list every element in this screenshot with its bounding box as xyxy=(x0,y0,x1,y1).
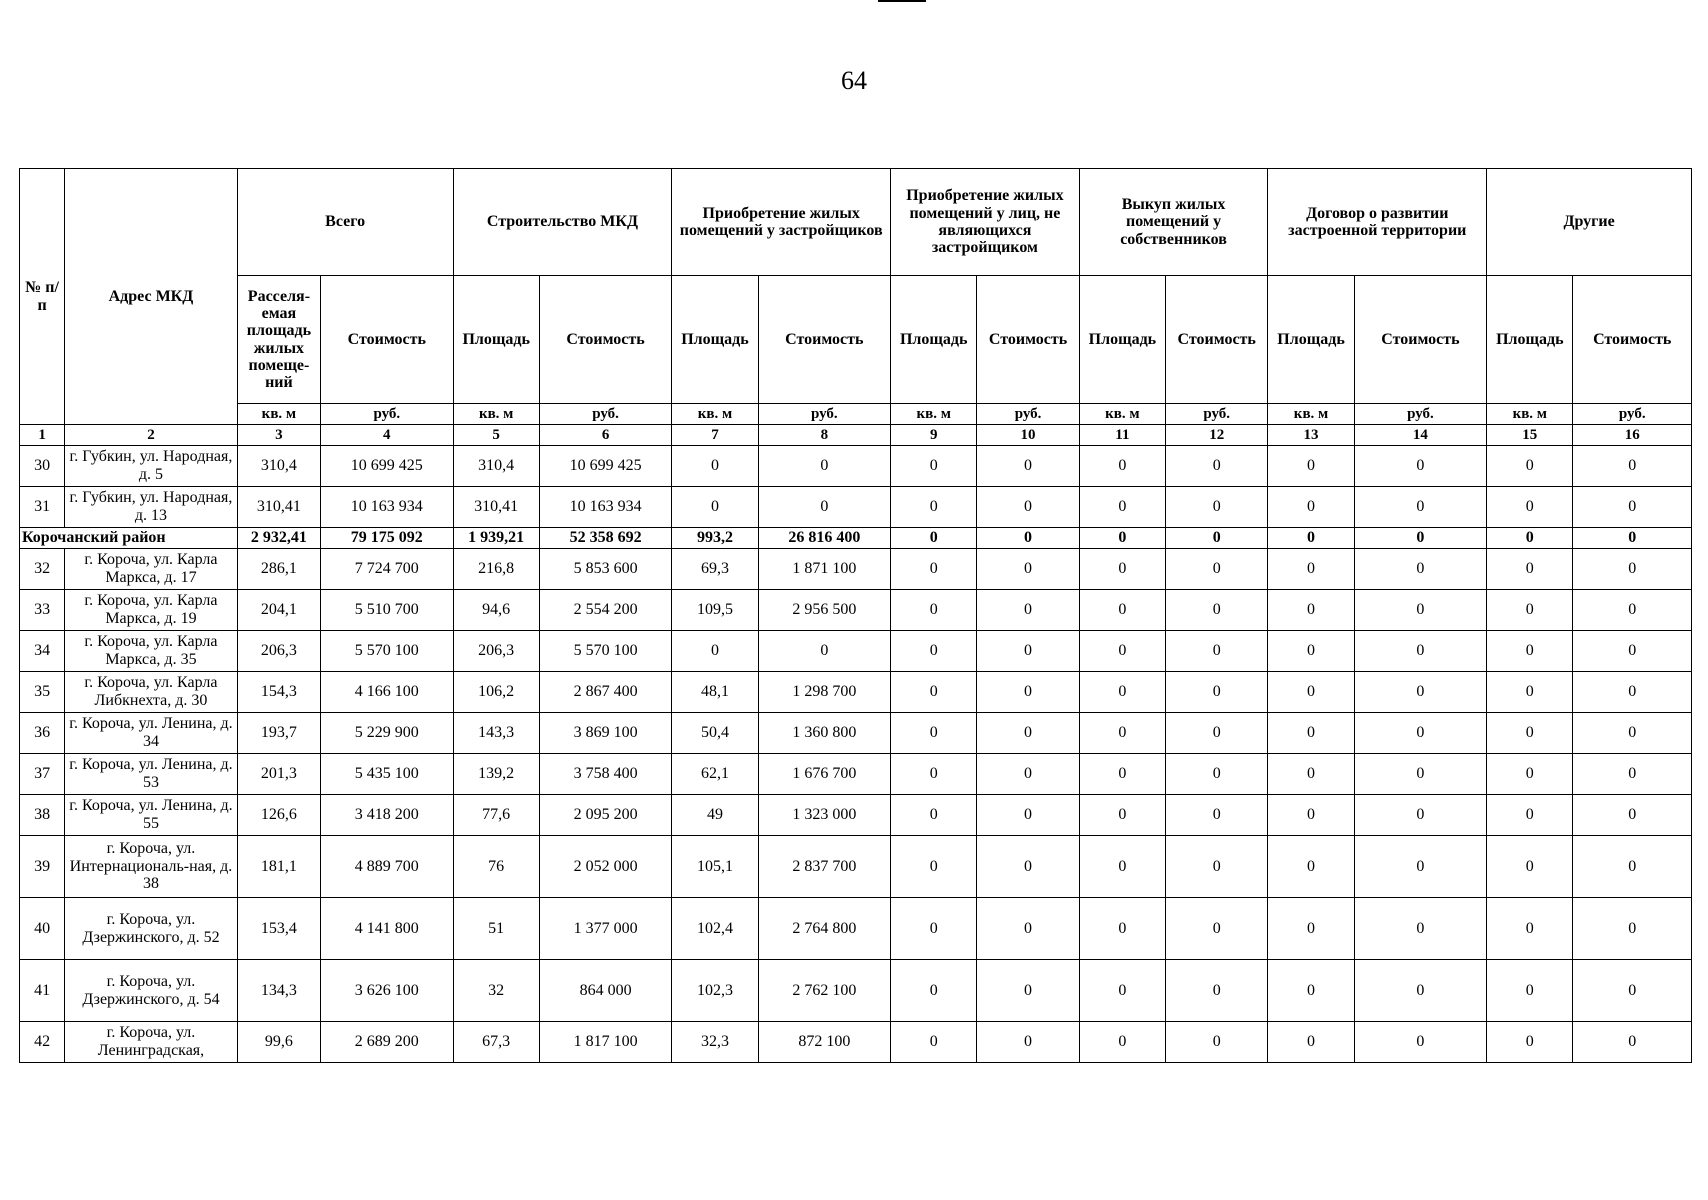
row-value: 32 xyxy=(453,960,539,1022)
district-value: 0 xyxy=(1079,528,1165,549)
row-number: 42 xyxy=(20,1022,65,1063)
row-value: 2 956 500 xyxy=(758,590,890,631)
row-value: 0 xyxy=(1487,795,1573,836)
row-value: 0 xyxy=(1079,549,1165,590)
row-value: 0 xyxy=(1487,1022,1573,1063)
row-value: 2 052 000 xyxy=(539,836,671,898)
row-value: 1 323 000 xyxy=(758,795,890,836)
col-num-header: № п/п xyxy=(20,169,65,425)
table-row xyxy=(20,754,1692,795)
row-value: 0 xyxy=(1354,836,1486,898)
row-value: 0 xyxy=(1166,713,1268,754)
district-value: 52 358 692 xyxy=(539,528,671,549)
unit-area: кв. м xyxy=(1079,404,1165,425)
row-value: 0 xyxy=(758,631,890,672)
row-value: 0 xyxy=(1079,590,1165,631)
row-value: 0 xyxy=(1166,631,1268,672)
row-value: 126,6 xyxy=(237,795,320,836)
row-value: 143,3 xyxy=(453,713,539,754)
row-value: 0 xyxy=(1354,795,1486,836)
row-value: 3 758 400 xyxy=(539,754,671,795)
row-value: 0 xyxy=(1487,898,1573,960)
column-number: 14 xyxy=(1354,425,1486,446)
row-value: 0 xyxy=(1079,672,1165,713)
table-row xyxy=(20,836,1692,898)
row-value: 0 xyxy=(891,898,977,960)
row-value: 51 xyxy=(453,898,539,960)
row-value: 0 xyxy=(1573,446,1692,487)
row-value: 310,4 xyxy=(453,446,539,487)
column-number: 13 xyxy=(1268,425,1354,446)
row-value: 0 xyxy=(977,836,1079,898)
row-number: 35 xyxy=(20,672,65,713)
column-number: 3 xyxy=(237,425,320,446)
row-address: г. Короча, ул. Дзержинского, д. 54 xyxy=(65,960,238,1022)
row-value: 99,6 xyxy=(237,1022,320,1063)
row-value: 0 xyxy=(1573,898,1692,960)
district-value: 0 xyxy=(1354,528,1486,549)
row-value: 0 xyxy=(1487,446,1573,487)
unit-area: кв. м xyxy=(453,404,539,425)
district-value: 26 816 400 xyxy=(758,528,890,549)
row-value: 0 xyxy=(1573,590,1692,631)
row-value: 0 xyxy=(891,960,977,1022)
row-value: 0 xyxy=(1166,898,1268,960)
table-row xyxy=(20,898,1692,960)
district-value: 1 939,21 xyxy=(453,528,539,549)
row-value: 0 xyxy=(1487,590,1573,631)
row-value: 181,1 xyxy=(237,836,320,898)
district-value: 0 xyxy=(1166,528,1268,549)
row-value: 310,41 xyxy=(237,487,320,528)
sub-header-cost: Стоимость xyxy=(1166,276,1268,404)
row-value: 0 xyxy=(1487,960,1573,1022)
row-value: 0 xyxy=(1573,487,1692,528)
row-value: 5 570 100 xyxy=(539,631,671,672)
district-value: 0 xyxy=(1487,528,1573,549)
row-value: 0 xyxy=(1573,549,1692,590)
row-value: 0 xyxy=(1573,836,1692,898)
sub-header-area: Площадь xyxy=(1079,276,1165,404)
row-value: 0 xyxy=(1268,549,1354,590)
row-value: 0 xyxy=(1573,1022,1692,1063)
row-value: 0 xyxy=(1079,446,1165,487)
row-value: 0 xyxy=(1268,590,1354,631)
unit-area: кв. м xyxy=(672,404,758,425)
table-row xyxy=(20,446,1692,487)
row-value: 10 163 934 xyxy=(321,487,453,528)
district-subtotal-row xyxy=(20,528,1692,549)
row-value: 0 xyxy=(891,549,977,590)
unit-cost: руб. xyxy=(1354,404,1486,425)
row-value: 62,1 xyxy=(672,754,758,795)
row-value: 0 xyxy=(1487,631,1573,672)
group-header-purchase-developers: Приобретение жилых помещений у застройщиков xyxy=(672,169,891,276)
row-value: 0 xyxy=(1354,446,1486,487)
unit-cost: руб. xyxy=(758,404,890,425)
column-number: 8 xyxy=(758,425,890,446)
sub-header-cost: Стоимость xyxy=(1354,276,1486,404)
page-number: 64 xyxy=(841,66,867,95)
unit-cost: руб. xyxy=(977,404,1079,425)
column-number: 7 xyxy=(672,425,758,446)
row-value: 0 xyxy=(1079,898,1165,960)
row-value: 4 141 800 xyxy=(321,898,453,960)
row-value: 134,3 xyxy=(237,960,320,1022)
row-value: 139,2 xyxy=(453,754,539,795)
column-number: 12 xyxy=(1166,425,1268,446)
row-value: 864 000 xyxy=(539,960,671,1022)
row-value: 1 360 800 xyxy=(758,713,890,754)
row-value: 0 xyxy=(977,754,1079,795)
row-value: 0 xyxy=(758,446,890,487)
row-value: 2 764 800 xyxy=(758,898,890,960)
row-value: 0 xyxy=(1268,487,1354,528)
row-value: 154,3 xyxy=(237,672,320,713)
row-value: 216,8 xyxy=(453,549,539,590)
row-value: 0 xyxy=(1354,590,1486,631)
row-value: 0 xyxy=(1487,713,1573,754)
row-value: 0 xyxy=(1268,960,1354,1022)
row-value: 0 xyxy=(977,590,1079,631)
row-value: 0 xyxy=(977,672,1079,713)
row-value: 0 xyxy=(1268,836,1354,898)
column-number: 1 xyxy=(20,425,65,446)
row-value: 0 xyxy=(1487,549,1573,590)
row-value: 0 xyxy=(1166,795,1268,836)
district-value: 993,2 xyxy=(672,528,758,549)
row-number: 38 xyxy=(20,795,65,836)
row-value: 49 xyxy=(672,795,758,836)
row-value: 1 817 100 xyxy=(539,1022,671,1063)
row-value: 206,3 xyxy=(453,631,539,672)
unit-area: кв. м xyxy=(237,404,320,425)
district-name: Корочанский район xyxy=(20,528,238,549)
row-value: 0 xyxy=(1166,836,1268,898)
row-value: 0 xyxy=(1268,446,1354,487)
district-value: 2 932,41 xyxy=(237,528,320,549)
row-value: 5 570 100 xyxy=(321,631,453,672)
row-address: г. Короча, ул. Карла Маркса, д. 19 xyxy=(65,590,238,631)
row-value: 10 699 425 xyxy=(539,446,671,487)
row-value: 0 xyxy=(977,549,1079,590)
table-row xyxy=(20,672,1692,713)
row-number: 36 xyxy=(20,713,65,754)
row-value: 0 xyxy=(1573,960,1692,1022)
sub-header-area: Площадь xyxy=(891,276,977,404)
group-header-territory-development: Договор о развитии застроенной территории xyxy=(1268,169,1487,276)
group-header-other: Другие xyxy=(1487,169,1692,276)
row-value: 0 xyxy=(1354,960,1486,1022)
row-value: 153,4 xyxy=(237,898,320,960)
sub-header-cost: Стоимость xyxy=(758,276,890,404)
row-value: 10 699 425 xyxy=(321,446,453,487)
row-address: г. Короча, ул. Карла Маркса, д. 17 xyxy=(65,549,238,590)
row-number: 37 xyxy=(20,754,65,795)
row-value: 32,3 xyxy=(672,1022,758,1063)
resettlement-table xyxy=(19,168,1692,1063)
row-value: 1 871 100 xyxy=(758,549,890,590)
row-number: 34 xyxy=(20,631,65,672)
row-number: 39 xyxy=(20,836,65,898)
row-value: 2 762 100 xyxy=(758,960,890,1022)
row-value: 3 418 200 xyxy=(321,795,453,836)
row-value: 0 xyxy=(1079,1022,1165,1063)
row-value: 2 689 200 xyxy=(321,1022,453,1063)
row-value: 193,7 xyxy=(237,713,320,754)
col-address-header: Адрес МКД xyxy=(65,169,238,425)
row-value: 0 xyxy=(1079,713,1165,754)
unit-area: кв. м xyxy=(1268,404,1354,425)
row-value: 204,1 xyxy=(237,590,320,631)
row-value: 105,1 xyxy=(672,836,758,898)
row-value: 310,4 xyxy=(237,446,320,487)
table-row xyxy=(20,590,1692,631)
unit-cost: руб. xyxy=(539,404,671,425)
row-value: 0 xyxy=(1079,754,1165,795)
row-value: 1 676 700 xyxy=(758,754,890,795)
row-value: 0 xyxy=(1487,836,1573,898)
group-header-buyout-owners: Выкуп жилых помещений у собственников xyxy=(1079,169,1268,276)
row-value: 0 xyxy=(977,795,1079,836)
row-value: 0 xyxy=(1354,549,1486,590)
table-row xyxy=(20,631,1692,672)
row-value: 0 xyxy=(1166,754,1268,795)
top-edge-mark xyxy=(878,0,926,2)
row-value: 0 xyxy=(1166,590,1268,631)
column-number: 6 xyxy=(539,425,671,446)
row-value: 0 xyxy=(1268,713,1354,754)
row-value: 76 xyxy=(453,836,539,898)
row-value: 0 xyxy=(977,631,1079,672)
row-value: 102,3 xyxy=(672,960,758,1022)
row-value: 0 xyxy=(1573,713,1692,754)
unit-area: кв. м xyxy=(1487,404,1573,425)
row-number: 40 xyxy=(20,898,65,960)
table-row xyxy=(20,549,1692,590)
row-value: 3 869 100 xyxy=(539,713,671,754)
row-value: 69,3 xyxy=(672,549,758,590)
sub-header-cost: Стоимость xyxy=(1573,276,1692,404)
row-value: 286,1 xyxy=(237,549,320,590)
row-value: 0 xyxy=(672,487,758,528)
row-value: 102,4 xyxy=(672,898,758,960)
table-row xyxy=(20,1022,1692,1063)
row-value: 5 229 900 xyxy=(321,713,453,754)
row-value: 0 xyxy=(1487,487,1573,528)
row-value: 0 xyxy=(891,631,977,672)
row-value: 0 xyxy=(1079,487,1165,528)
row-address: г. Губкин, ул. Народная, д. 13 xyxy=(65,487,238,528)
row-value: 0 xyxy=(1354,672,1486,713)
row-value: 106,2 xyxy=(453,672,539,713)
row-value: 2 554 200 xyxy=(539,590,671,631)
column-number: 9 xyxy=(891,425,977,446)
unit-cost: руб. xyxy=(1166,404,1268,425)
row-value: 0 xyxy=(672,631,758,672)
sub-header-cost: Стоимость xyxy=(539,276,671,404)
row-number: 33 xyxy=(20,590,65,631)
row-value: 0 xyxy=(1166,672,1268,713)
column-number: 5 xyxy=(453,425,539,446)
column-number: 4 xyxy=(321,425,453,446)
row-value: 0 xyxy=(1573,754,1692,795)
group-header-total: Всего xyxy=(237,169,453,276)
row-value: 0 xyxy=(1166,960,1268,1022)
row-value: 50,4 xyxy=(672,713,758,754)
row-address: г. Короча, ул. Ленина, д. 55 xyxy=(65,795,238,836)
sub-header-area: Площадь xyxy=(1268,276,1354,404)
row-value: 0 xyxy=(977,446,1079,487)
column-number-row xyxy=(20,425,1692,446)
district-value: 79 175 092 xyxy=(321,528,453,549)
row-value: 0 xyxy=(1268,672,1354,713)
group-header-purchase-non-developers: Приобретение жилых помещений у лиц, не являющихся застройщиком xyxy=(891,169,1080,276)
row-value: 109,5 xyxy=(672,590,758,631)
row-value: 0 xyxy=(891,446,977,487)
row-value: 0 xyxy=(891,713,977,754)
row-value: 0 xyxy=(1079,836,1165,898)
row-address: г. Короча, ул. Дзержинского, д. 52 xyxy=(65,898,238,960)
row-value: 0 xyxy=(1166,487,1268,528)
row-value: 0 xyxy=(1354,1022,1486,1063)
row-value: 1 377 000 xyxy=(539,898,671,960)
row-value: 0 xyxy=(1166,549,1268,590)
sub-header-area: Площадь xyxy=(453,276,539,404)
row-value: 0 xyxy=(891,754,977,795)
district-value: 0 xyxy=(977,528,1079,549)
row-value: 2 867 400 xyxy=(539,672,671,713)
row-value: 0 xyxy=(1573,631,1692,672)
row-value: 10 163 934 xyxy=(539,487,671,528)
sub-header-cost: Стоимость xyxy=(977,276,1079,404)
row-value: 201,3 xyxy=(237,754,320,795)
unit-cost: руб. xyxy=(321,404,453,425)
row-value: 0 xyxy=(1573,795,1692,836)
row-value: 3 626 100 xyxy=(321,960,453,1022)
row-value: 48,1 xyxy=(672,672,758,713)
row-value: 5 853 600 xyxy=(539,549,671,590)
row-value: 310,41 xyxy=(453,487,539,528)
row-value: 0 xyxy=(891,1022,977,1063)
row-number: 32 xyxy=(20,549,65,590)
sub-header-cost: Стоимость xyxy=(321,276,453,404)
column-number: 15 xyxy=(1487,425,1573,446)
row-value: 0 xyxy=(1487,672,1573,713)
row-value: 0 xyxy=(891,672,977,713)
row-address: г. Короча, ул. Интернациональ-ная, д. 38 xyxy=(65,836,238,898)
row-number: 41 xyxy=(20,960,65,1022)
row-value: 4 166 100 xyxy=(321,672,453,713)
column-number: 2 xyxy=(65,425,238,446)
row-value: 0 xyxy=(1268,1022,1354,1063)
row-value: 0 xyxy=(1268,898,1354,960)
row-value: 0 xyxy=(1268,754,1354,795)
row-value: 0 xyxy=(1079,795,1165,836)
row-value: 5 435 100 xyxy=(321,754,453,795)
sub-header-area: Площадь xyxy=(1487,276,1573,404)
row-value: 0 xyxy=(891,795,977,836)
unit-cost: руб. xyxy=(1573,404,1692,425)
row-value: 4 889 700 xyxy=(321,836,453,898)
row-value: 0 xyxy=(758,487,890,528)
row-address: г. Короча, ул. Ленина, д. 34 xyxy=(65,713,238,754)
row-address: г. Короча, ул. Ленинградская, xyxy=(65,1022,238,1063)
row-value: 0 xyxy=(1079,631,1165,672)
table-row xyxy=(20,487,1692,528)
table-row xyxy=(20,960,1692,1022)
row-value: 0 xyxy=(672,446,758,487)
row-value: 0 xyxy=(891,836,977,898)
row-value: 0 xyxy=(977,487,1079,528)
row-value: 0 xyxy=(977,898,1079,960)
district-value: 0 xyxy=(1268,528,1354,549)
row-value: 0 xyxy=(977,960,1079,1022)
unit-area: кв. м xyxy=(891,404,977,425)
table-row xyxy=(20,795,1692,836)
row-value: 0 xyxy=(1354,631,1486,672)
row-value: 0 xyxy=(977,1022,1079,1063)
row-value: 0 xyxy=(1166,1022,1268,1063)
row-value: 0 xyxy=(891,487,977,528)
column-number: 10 xyxy=(977,425,1079,446)
row-number: 30 xyxy=(20,446,65,487)
column-number: 11 xyxy=(1079,425,1165,446)
row-value: 2 095 200 xyxy=(539,795,671,836)
row-value: 0 xyxy=(1079,960,1165,1022)
row-value: 2 837 700 xyxy=(758,836,890,898)
row-value: 7 724 700 xyxy=(321,549,453,590)
sub-header-area: Площадь xyxy=(672,276,758,404)
row-value: 1 298 700 xyxy=(758,672,890,713)
row-value: 0 xyxy=(1354,487,1486,528)
row-value: 5 510 700 xyxy=(321,590,453,631)
row-value: 67,3 xyxy=(453,1022,539,1063)
row-value: 0 xyxy=(977,713,1079,754)
table-row xyxy=(20,713,1692,754)
row-value: 0 xyxy=(1268,795,1354,836)
row-address: г. Короча, ул. Карла Маркса, д. 35 xyxy=(65,631,238,672)
group-header-construction: Строительство МКД xyxy=(453,169,672,276)
row-value: 206,3 xyxy=(237,631,320,672)
row-address: г. Губкин, ул. Народная, д. 5 xyxy=(65,446,238,487)
row-value: 0 xyxy=(1573,672,1692,713)
row-address: г. Короча, ул. Карла Либкнехта, д. 30 xyxy=(65,672,238,713)
row-value: 872 100 xyxy=(758,1022,890,1063)
row-address: г. Короча, ул. Ленина, д. 53 xyxy=(65,754,238,795)
row-number: 31 xyxy=(20,487,65,528)
row-value: 0 xyxy=(1487,754,1573,795)
district-value: 0 xyxy=(891,528,977,549)
sub-header-area-total: Расселя-емая площадь жилых помеще-ний xyxy=(237,276,320,404)
row-value: 0 xyxy=(1166,446,1268,487)
row-value: 94,6 xyxy=(453,590,539,631)
row-value: 0 xyxy=(1354,713,1486,754)
district-value: 0 xyxy=(1573,528,1692,549)
row-value: 0 xyxy=(891,590,977,631)
row-value: 0 xyxy=(1268,631,1354,672)
row-value: 0 xyxy=(1354,898,1486,960)
column-number: 16 xyxy=(1573,425,1692,446)
row-value: 0 xyxy=(1354,754,1486,795)
row-value: 77,6 xyxy=(453,795,539,836)
